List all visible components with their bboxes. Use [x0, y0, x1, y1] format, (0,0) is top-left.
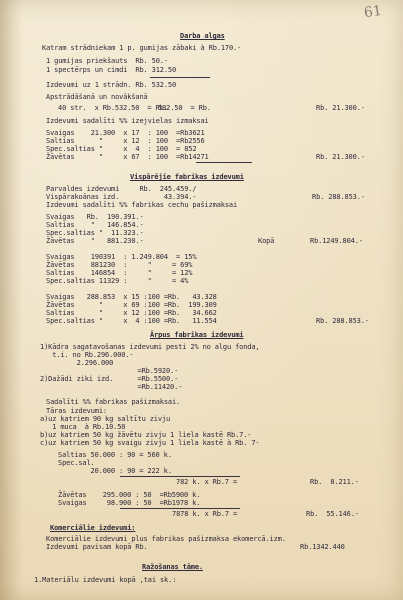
page-number-mark: 61 [362, 2, 383, 22]
binding-shadow [0, 0, 22, 600]
heading-outside-expenses: Ārpus fabrikas izdevumi [150, 331, 244, 339]
text-line: Tāras izdevumi: [46, 407, 107, 415]
text-line: a)uz katriem 90 kg saltītu zivju [40, 415, 171, 423]
text-line: Saltias " x 12 :100 =Rb. 34.662 [46, 309, 217, 317]
text-line: 1)Kādra sagatavošanas izdevumi pesti 2% no algu fonda, [40, 343, 260, 351]
amount-total: Rb. 21.300.- [316, 104, 365, 112]
text-line: Saltias " 146.854.- [46, 221, 144, 229]
underline [120, 508, 240, 509]
text-line: 2.296.000 [40, 359, 114, 367]
text-line: Spec.saltias " x 4 :100 =Rb. 11.554 [46, 317, 217, 325]
text-line: 532.50 = Rb. [158, 104, 211, 112]
underline [196, 162, 252, 163]
text-line: 1 muca à Rb.10.50 [40, 423, 126, 431]
text-line: Žāvētas 295.000 : 50 =Rb5900 k. [58, 491, 201, 499]
amount-total: Rb. 55.146.- [306, 510, 359, 518]
text-line: Izdevumi sadalīti %% izejvielas izmaksai [46, 117, 209, 125]
heading-wages: Darba algas [180, 32, 225, 40]
text-line: t.i. no Rb.296.000.- [40, 351, 134, 359]
text-line: 1 gumijas priekšauts Rb. 50.- [46, 57, 168, 65]
text-line: 2)Dažādi ziki izd. =Rb.5500.- [40, 375, 179, 383]
text-line: =Rb.5920.- [40, 367, 179, 375]
text-line: Žāvētas " x 69 :100 =Rb. 199.309 [46, 301, 217, 309]
text-line: c)uz katriem 50 kg svaigu zivju 1 liela kastē à Rb. 7- [40, 439, 260, 447]
text-line: Saltias 50.000 : 90 = 560 k. [58, 451, 172, 459]
text-line: =Rb.11420.- [40, 383, 183, 391]
text-line: Spec.saltias 11329 : " = 4% [46, 277, 189, 285]
underline [120, 476, 240, 477]
amount-total: Rb.1342.440 [300, 543, 345, 551]
text-line: Apstrādāšanā un novākšanā [46, 93, 148, 101]
text-line: Parvaldes izdevumi Rb. 245.459./ [46, 185, 197, 193]
amount-total: Rb. 8.211.- [310, 478, 359, 486]
text-line: Katram strādniekam 1 p. gumijas zābaki à Rb.170.- [42, 44, 242, 52]
text-line: Svaigas 98.900 : 50 =Rb1978 k. [58, 499, 201, 507]
text-line: Vispārakoānas izd. 43.394.- [46, 193, 197, 201]
amount-total: Rb. 288.853.- [312, 193, 365, 201]
heading-general-expenses: Vispārējie fabrikas izdevumi [130, 173, 244, 181]
total-label: Kopā [258, 237, 275, 245]
text-line: Spec.saltias " 11.323.- [46, 229, 144, 237]
amount-total: Rb.1249.804.- [310, 237, 363, 245]
text-line: Komerciālie izdevumi plus fabrikas pašizmaksa ekomercā.izm. [46, 535, 286, 543]
text-line: Izdevumi pavisam kopā Rb. [46, 543, 148, 551]
text-line: 20.000 : 90 = 222 k. [58, 467, 172, 475]
text-line: Saltias " x 12 : 100 =Rb2556 [46, 137, 205, 145]
text-line: Žāvētas " x 67 : 100 =Rb14271 [46, 153, 209, 161]
text-line: Žāvētas 881230 : " = 69% [46, 261, 193, 269]
text-line: Svaigas 21.300 x 17 : 100 =Rb3621 [46, 129, 205, 137]
heading-commercial: Komerciālie izdevumi: [50, 524, 136, 532]
text-line: 40 str. x Rb.532.50 = Rb. [58, 104, 168, 112]
text-line: Svaigas Rb. 190.391.- [46, 213, 144, 221]
text-line: Saltias 146854 : " = 12% [46, 269, 193, 277]
text-line: Izdevumi uz 1 strādn. Rb. 532.50 [46, 81, 177, 89]
text-line: 1.Materiālu izdevumi kopā ,tai sk.: [34, 576, 177, 584]
text-line: Sadalīti %% fabrikas pašizmaksai. [46, 398, 181, 406]
text-line: Žāvētas " 881.230.- [46, 237, 144, 245]
text-line: Izdevumi sadalīti %% fabrikas cechu pašizmaksai [46, 201, 238, 209]
text-line: Spec.saltias " x 4 : 100 = 852 [46, 145, 197, 153]
text-line: 7878 k. x Rb.7 = [172, 510, 238, 518]
text-line: 1 spectērps un cimdi Rb. 312.50 [46, 66, 177, 74]
text-line: Spec.sal. [58, 459, 95, 467]
text-line: 782 k. x Rb.7 = [176, 478, 237, 486]
amount-total: Rb. 288.853.- [316, 317, 369, 325]
text-line: Svaigas 288.853 x 15 :100 =Rb. 43.328 [46, 293, 217, 301]
text-line: Svaigas 190391 : 1.249.804 = 15% [46, 253, 197, 261]
heading-production-estimate: Ražošanas tāme. [142, 563, 203, 571]
underline [150, 77, 210, 78]
text-line: b)uz katriem 50 kg žāvētu zivju 1 liela kastē Rb.7.- [40, 431, 252, 439]
amount-total: Rb. 21.300.- [316, 153, 365, 161]
